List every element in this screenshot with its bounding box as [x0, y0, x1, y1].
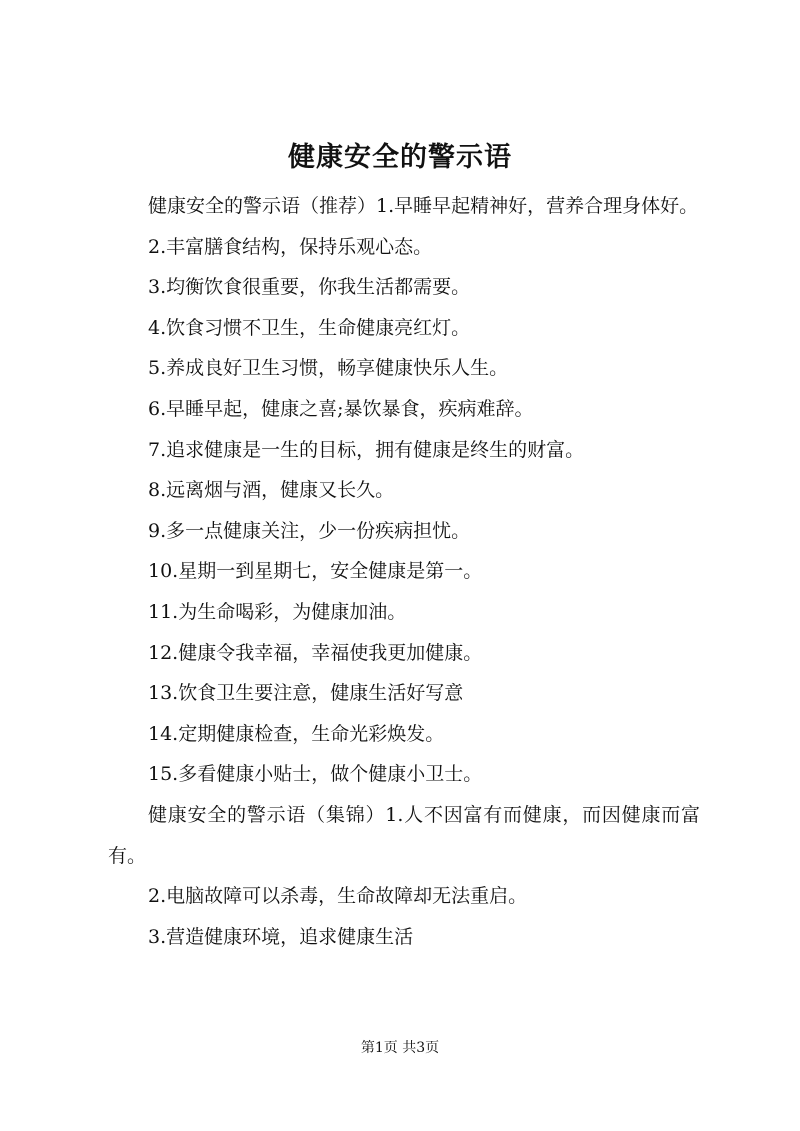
paragraph-2: 2.丰富膳食结构，保持乐观心态。 — [148, 235, 433, 258]
paragraph-13: 13.饮食卫生要注意，健康生活好写意 — [148, 682, 464, 705]
paragraph-3: 3.均衡饮食很重要，你我生活都需要。 — [148, 276, 471, 299]
paragraph-16: 健康安全的警示语（集锦）1.人不因富有而健康，而因健康而富有。 — [108, 803, 700, 867]
paragraph-17: 2.电脑故障可以杀毒，生命故障却无法重启。 — [148, 885, 528, 908]
paragraph-9: 9.多一点健康关注，少一份疾病担忧。 — [148, 519, 471, 542]
paragraph-18: 3.营造健康环境，追求健康生活 — [148, 925, 414, 948]
paragraph-5: 5.养成良好卫生习惯，畅享健康快乐人生。 — [148, 357, 509, 380]
paragraph-10: 10.星期一到星期七，安全健康是第一。 — [148, 560, 483, 583]
paragraph-7: 7.追求健康是一生的目标，拥有健康是终生的财富。 — [148, 438, 585, 461]
document-title: 健康安全的警示语 — [288, 142, 512, 173]
document-body — [108, 186, 700, 957]
paragraph-6: 6.早睡早起，健康之喜;暴饮暴食，疾病难辞。 — [148, 397, 534, 420]
paragraph-15: 15.多看健康小贴士，做个健康小卫士。 — [148, 763, 483, 786]
page-footer: 第1页 共3页 — [360, 1040, 440, 1056]
paragraph-8: 8.远离烟与酒，健康又长久。 — [148, 479, 395, 502]
paragraph-11: 11.为生命喝彩，为健康加油。 — [148, 600, 407, 623]
paragraph-4: 4.饮食习惯不卫生，生命健康亮红灯。 — [148, 316, 471, 339]
paragraph-14: 14.定期健康检查，生命光彩焕发。 — [148, 722, 445, 745]
paragraph-12: 12.健康令我幸福，幸福使我更加健康。 — [148, 641, 483, 664]
paragraph-1: 健康安全的警示语（推荐）1.早睡早起精神好，营养合理身体好。 — [148, 195, 699, 217]
